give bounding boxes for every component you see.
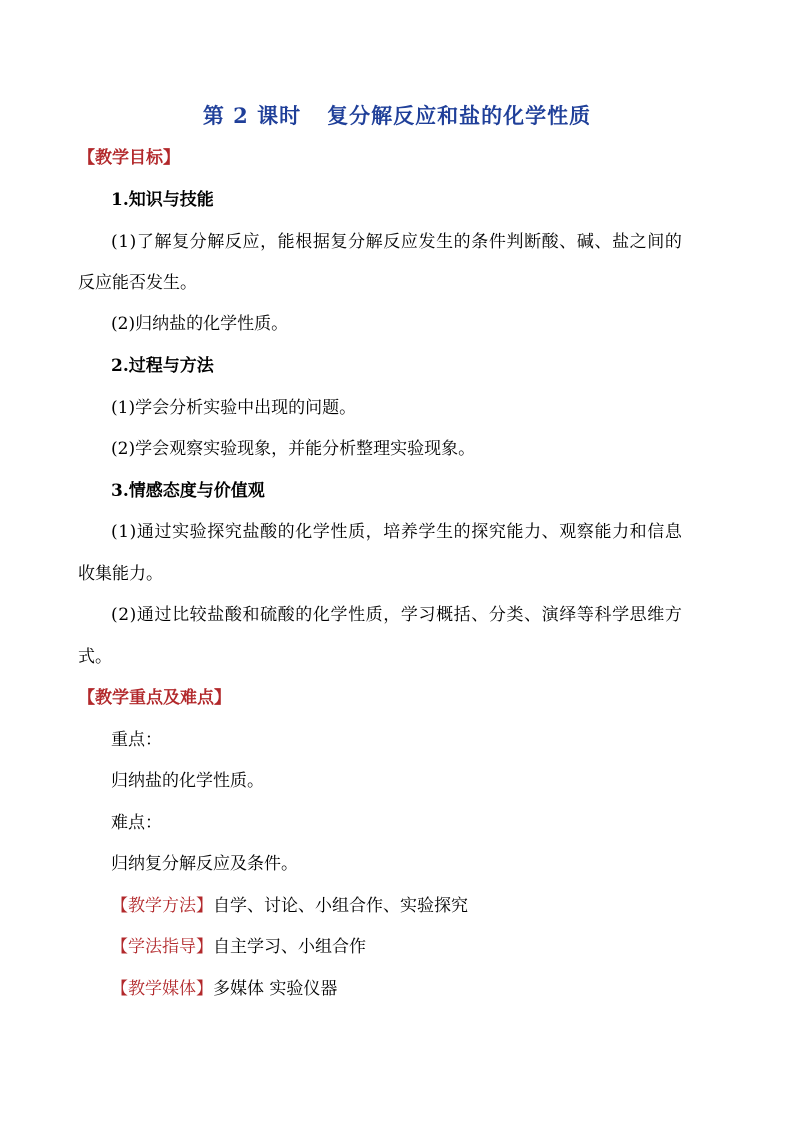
process-method-heading: 2.过程与方法 <box>111 356 214 376</box>
attitude-item-2-line-1: (2)通过比较盐酸和硫酸的化学性质，学习概括、分类、演绎等科学思维方 <box>111 605 683 625</box>
teaching-method-text: 自学、讨论、小组合作、实验探究 <box>213 896 468 916</box>
teaching-media-label: 【教学媒体】 <box>111 979 213 999</box>
knowledge-item-1-line-2: 反应能否发生。 <box>78 273 197 293</box>
lesson-title <box>0 100 794 132</box>
difficulty-label: 难点： <box>111 813 162 833</box>
lesson-topic: 复分解反应和盐的化学性质 <box>327 103 592 128</box>
goals-heading: 【教学目标】 <box>78 148 180 168</box>
lesson-number: 第 2 课时 <box>202 103 302 128</box>
knowledge-item-2: (2)归纳盐的化学性质。 <box>111 314 289 334</box>
teaching-media-text: 多媒体 实验仪器 <box>213 979 338 999</box>
attitude-values-heading: 3.情感态度与价值观 <box>111 481 265 501</box>
key-points-heading: 【教学重点及难点】 <box>78 688 231 708</box>
study-guide-label: 【学法指导】 <box>111 937 213 957</box>
focus-label: 重点： <box>111 730 162 750</box>
attitude-item-1-line-1: (1)通过实验探究盐酸的化学性质，培养学生的探究能力、观察能力和信息 <box>111 522 683 542</box>
process-item-2: (2)学会观察实验现象，并能分析整理实验现象。 <box>111 439 476 459</box>
teaching-method-label: 【教学方法】 <box>111 896 213 916</box>
focus-text: 归纳盐的化学性质。 <box>111 771 264 791</box>
teaching-method-row <box>111 893 468 919</box>
attitude-item-1-line-2: 收集能力。 <box>78 564 163 584</box>
teaching-media-row <box>111 976 337 1002</box>
knowledge-item-1-line-1: (1)了解复分解反应，能根据复分解反应发生的条件判断酸、碱、盐之间的 <box>111 232 683 252</box>
study-guide-row <box>111 934 366 960</box>
difficulty-text: 归纳复分解反应及条件。 <box>111 854 298 874</box>
study-guide-text: 自主学习、小组合作 <box>213 937 366 957</box>
attitude-item-2-line-2: 式。 <box>78 647 112 667</box>
knowledge-skills-heading: 1.知识与技能 <box>111 190 214 210</box>
process-item-1: (1)学会分析实验中出现的问题。 <box>111 398 357 418</box>
